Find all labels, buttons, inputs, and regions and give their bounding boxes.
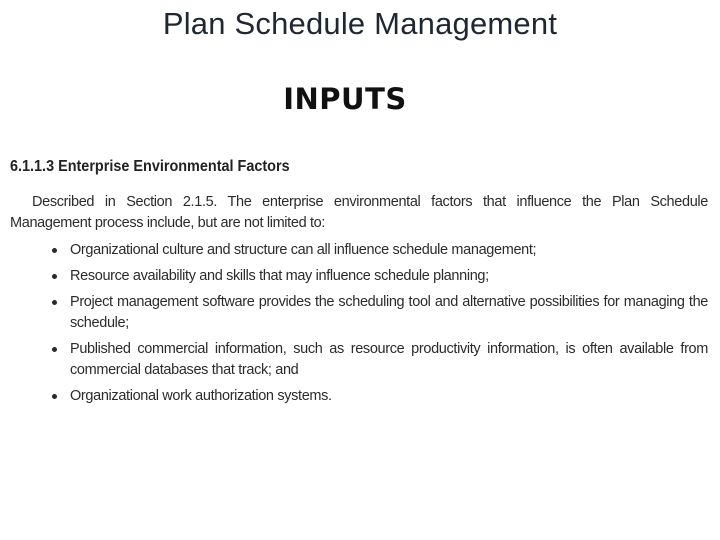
list-item-text: Resource availability and skills that may influence schedule planning; xyxy=(70,268,489,284)
inputs-heading: INPUTS xyxy=(283,82,407,116)
factors-list xyxy=(10,240,708,407)
list-item xyxy=(10,339,708,381)
list-item xyxy=(10,240,708,261)
section-heading: 6.1.1.3 Enterprise Environmental Factors xyxy=(10,158,290,175)
list-item-text: Organizational culture and structure can all influence schedule management; xyxy=(70,242,537,258)
intro-paragraph: Described in Section 2.1.5. The enterprise environmental factors that influence the Plan Schedule Management process include, but are not limited to: xyxy=(10,194,708,231)
slide-title: Plan Schedule Management xyxy=(162,6,558,41)
bullet-icon xyxy=(52,248,57,253)
bullet-icon xyxy=(52,347,57,352)
list-item-text: Project management software provides the scheduling tool and alternative possibilities for managing the schedule; xyxy=(70,294,708,331)
bullet-icon xyxy=(52,300,57,305)
bullet-icon xyxy=(52,394,57,399)
list-item-text: Published commercial information, such as resource productivity information, is often available from commercial databases that track; and xyxy=(70,341,708,378)
list-item xyxy=(10,292,708,334)
list-item xyxy=(10,266,708,287)
document-excerpt xyxy=(10,158,708,412)
list-item-text: Organizational work authorization systems. xyxy=(70,388,332,404)
list-item xyxy=(10,386,708,407)
bullet-icon xyxy=(52,274,57,279)
